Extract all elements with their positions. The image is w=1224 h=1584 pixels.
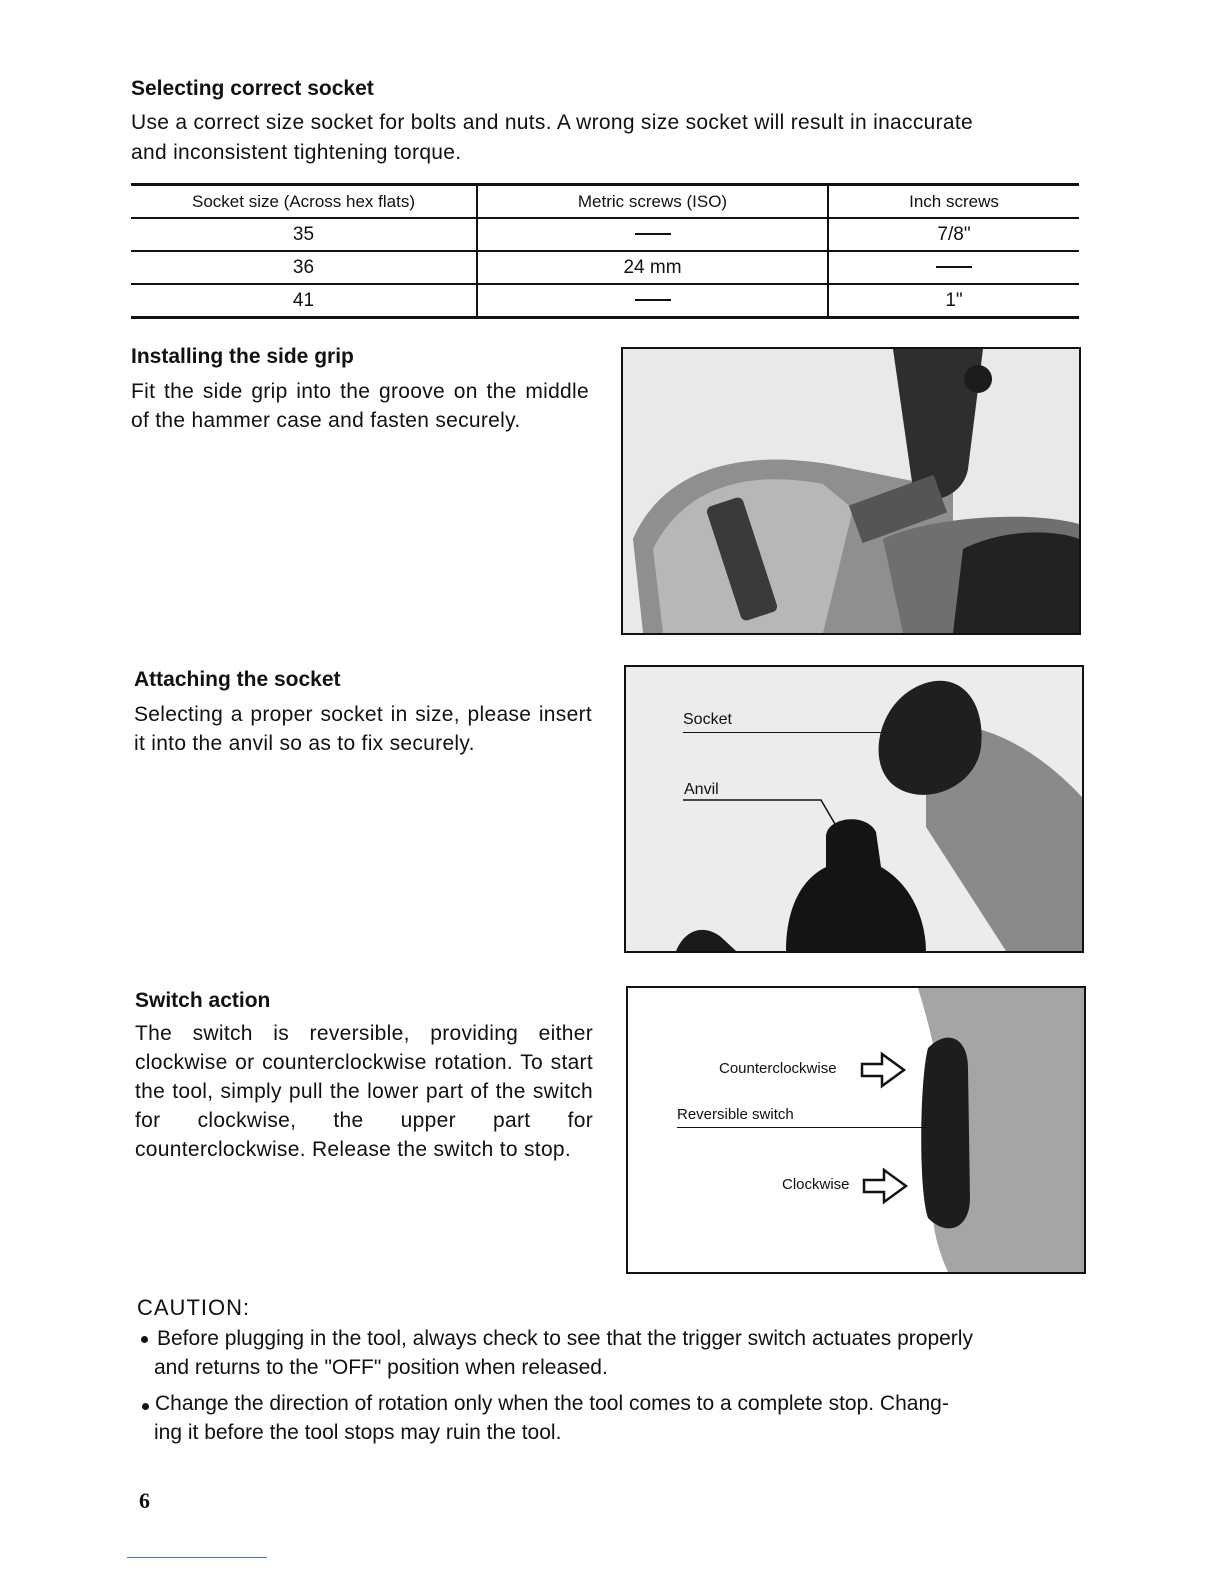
- dash-mark: [936, 266, 972, 268]
- outline-arrow-icon: [862, 1166, 910, 1206]
- caution-item-2-line-1: Change the direction of rotation only when the tool comes to a complete stop. Chang-: [155, 1392, 949, 1415]
- section-heading-side-grip: Installing the side grip: [131, 345, 354, 368]
- socket-size-table: [131, 183, 1079, 319]
- table-row: [131, 218, 1079, 251]
- side-grip-illustration: [623, 349, 1079, 633]
- table-cell: 41: [131, 284, 477, 318]
- cw-callout-label: Clockwise: [782, 1176, 850, 1193]
- anvil-callout-label: Anvil: [684, 781, 719, 798]
- bullet-icon: [141, 1336, 148, 1343]
- table-cell-empty: [477, 218, 828, 251]
- page-number: 6: [139, 1488, 150, 1513]
- socket-callout-line: [683, 732, 888, 733]
- table-cell: 7/8": [828, 218, 1079, 251]
- ccw-callout-label: Counterclockwise: [719, 1060, 837, 1077]
- table-cell: 1": [828, 284, 1079, 318]
- reversible-switch-callout-line: [677, 1127, 927, 1128]
- caution-item-2-line-2: ing it before the tool stops may ruin the tool.: [154, 1421, 562, 1444]
- table-cell: 36: [131, 251, 477, 284]
- table-cell-empty: [828, 251, 1079, 284]
- socket-intro-line-2: and inconsistent tightening torque.: [131, 141, 462, 164]
- footer-rule: [127, 1557, 267, 1558]
- table-header-row: [131, 185, 1079, 219]
- bullet-icon: [142, 1403, 149, 1410]
- caution-item-1-line-2: and returns to the "OFF" position when released.: [154, 1356, 608, 1379]
- socket-intro-line-1: Use a correct size socket for bolts and nuts. A wrong size socket will result in inaccurate: [131, 111, 973, 134]
- table-header-cell: Socket size (Across hex flats): [131, 185, 477, 219]
- side-grip-text: Fit the side grip into the groove on the middle of the hammer case and fasten securely.: [131, 380, 589, 432]
- anvil-callout-line: [683, 798, 843, 828]
- side-grip-photo: [621, 347, 1081, 635]
- dash-mark: [635, 299, 671, 301]
- switch-text: The switch is reversible, providing either clockwise or counterclockwise rotation. To start the tool, simply pull the lower part of the switch for clockwise, the upper part for counterclockwise. Release the switch to stop.: [135, 1022, 593, 1161]
- attaching-text: Selecting a proper socket in size, please insert it into the anvil so as to fix securely.: [134, 703, 592, 755]
- reversible-switch-label: Reversible switch: [677, 1106, 794, 1123]
- outline-arrow-icon: [860, 1050, 908, 1090]
- table-cell-empty: [477, 284, 828, 318]
- table-row: [131, 251, 1079, 284]
- section-heading-attaching: Attaching the socket: [134, 668, 341, 691]
- section-heading-switch: Switch action: [135, 989, 271, 1012]
- dash-mark: [635, 233, 671, 235]
- caution-title: CAUTION:: [137, 1295, 251, 1320]
- socket-callout-label: Socket: [683, 711, 732, 728]
- switch-illustration: [628, 988, 1084, 1272]
- table-row: [131, 284, 1079, 318]
- switch-photo: [626, 986, 1086, 1274]
- section-heading-socket: Selecting correct socket: [131, 77, 374, 100]
- table-cell: 35: [131, 218, 477, 251]
- caution-item-1-line-1: Before plugging in the tool, always check to see that the trigger switch actuates properly: [157, 1327, 973, 1350]
- table-cell: 24 mm: [477, 251, 828, 284]
- table-header-cell: Metric screws (ISO): [477, 185, 828, 219]
- table-header-cell: Inch screws: [828, 185, 1079, 219]
